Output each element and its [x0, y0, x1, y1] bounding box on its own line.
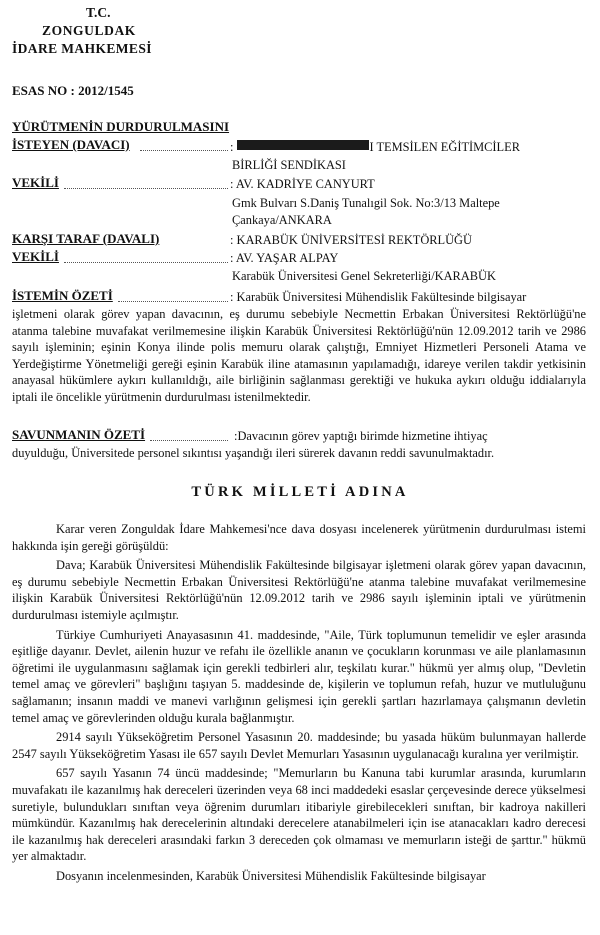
tc-heading: T.C.	[86, 5, 111, 20]
savunma-first-line: :Davacının görev yaptığı birimde hizmetine ihtiyaç	[234, 429, 488, 443]
city-heading: ZONGULDAK	[42, 23, 136, 38]
vekili-address-line1: Gmk Bulvarı S.Daniş Tunalıgil Sok. No:3/13 Maltepe	[232, 196, 500, 210]
istemin-label: İSTEMİN ÖZETİ	[12, 288, 113, 303]
defendant-name: : KARABÜK ÜNİVERSİTESİ REKTÖRLÜĞÜ	[230, 233, 472, 247]
savunma-body: duyulduğu, Üniversitede personel sıkıntısı yaşandığı ileri sürerek davanın reddi savunulmaktadır.	[12, 446, 495, 460]
case-number: ESAS NO : 2012/1545	[12, 83, 134, 98]
vekili2-name: : AV. YAŞAR ALPAY	[230, 251, 339, 265]
istemin-body: işletmeni olarak görev yapan davacının, eş durumu sebebiyle Necmettin Erbakan Üniversitesi Rektörlüğü'ne atanma talebine muvafakat verilmemesine ilişkin Karabük Üniversitesi Rektörlüğü'nün 12.09.2012 tarih ve 2986 sayılı işleminin; eşinin Konya ilinde polis memuru olarak çalıştığı, Emniyet Hizmetleri Personeli Atama ve Yerdeğiştirme Yönetmeliği gereği eşinin Karabük iline atamasının yapılamadığı, idareye verilen takdir yetkisinin anayasal hükümlere aykırı kullanıldığı, aile birliğinin sağlanması gerektiği ve hukuka aykırı olduğu iddialarıyla iptali ile öncelikle yürütmenin durdurulması istenilmektedir.	[12, 307, 586, 404]
court-heading: İDARE MAHKEMESİ	[12, 41, 152, 56]
vekili2-label: VEKİLİ	[12, 249, 59, 264]
savunma-label: SAVUNMANIN ÖZETİ	[12, 427, 146, 442]
vekili-name: : AV. KADRİYE CANYURT	[230, 177, 375, 191]
vekili-address-line2: Çankaya/ANKARA	[232, 213, 332, 227]
leader-dots	[64, 262, 228, 263]
paragraph-dava: Dava; Karabük Üniversitesi Mühendislik Fakültesinde bilgisayar işletmeni olarak görev yapan davacının, eş durumu sebebiyle Necmettin Erbakan Üniversitesi Rektörlüğü'ne atanma talebine muvafakat verilmemesine ilişkin Karabük Üniversitesi Rektörlüğü'nün 12.09.2012 tarih ve 2986 sayılı işleminin iptali ve yürütmenin durdurulması istemiyle açılmıştır.	[12, 558, 586, 622]
vekili-label: VEKİLİ	[12, 175, 59, 190]
leader-dots	[64, 188, 228, 189]
paragraph-657: 657 sayılı Yasanın 74 üncü maddesinde; "Memurların bu Kanuna tabi kurumlar arasında, kurumların muvafakatı ile kazanılmış hak dereceleri üzerinden veya 68 inci maddedeki esaslar çerçevesinde derece yükselmesi suretiyle, bulundukları sınıftan veya öğrenim durumları itibariyle girebilecekleri sınıftan, bir kadroya nakilleri mümkündür. Kazanılmış hak derecelerinin altındaki derecelere atanabilmeleri için ise atanacakları kadro derecesi ile kazanılmış hak dereceleri arasındaki farkın 3 dereceden çok olmaması ve memurların isteği de şarttır." hükmü yer almaktadır.	[12, 766, 586, 864]
decision-title: TÜRK MİLLETİ ADINA	[191, 484, 409, 500]
decision-body	[12, 521, 586, 884]
istemin-first-line: : Karabük Üniversitesi Mühendislik Fakültesinde bilgisayar	[230, 290, 527, 304]
redaction-bar	[237, 140, 369, 150]
vekili2-address: Karabük Üniversitesi Genel Sekreterliği/KARABÜK	[232, 269, 496, 283]
leader-dots	[150, 440, 228, 441]
paragraph-anayasa: Türkiye Cumhuriyeti Anayasasının 41. maddesinde, "Aile, Türk toplumunun temelidir ve eşler arasında eşitliğe dayanır. Devlet, ailenin huzur ve refahı ile özellikle ananın ve çocukların korunması ve aile planlamasının öğretimi ile uygulanmasını sağlamak için gerekli tedbirleri alır, teşkilatı kurar." hükmü yer almış olup, "Devletin temel amaç ve görevleri" başlığını taşıyan 5. maddesinde de, kişilerin ve toplumun refah, huzur ve mutluluğunu sağlamanın; insanın maddi ve manevi varlığının gelişmesi için gerekli şartları hazırlamaya çalışmanın devletin temel amaç ve görevlerinden olduğu kurala bağlanmıştır.	[12, 627, 586, 725]
defendant-label: KARŞI TARAF (DAVALI)	[12, 231, 160, 246]
leader-dots	[118, 301, 228, 302]
plaintiff-tail: I TEMSİLEN EĞİTİMCİLER	[369, 140, 520, 154]
plaintiff-name: : I TEMSİLEN EĞİTİMCİLER	[230, 140, 520, 154]
plaintiff-name-line2: BİRLİĞİ SENDİKASI	[232, 158, 346, 172]
request-label-line2: İSTEYEN (DAVACI)	[12, 137, 130, 152]
paragraph-dosya: Dosyanın incelenmesinden, Karabük Üniversitesi Mühendislik Fakültesinde bilgisayar	[56, 868, 486, 883]
request-label-line1: YÜRÜTMENİN DURDURULMASINI	[12, 119, 230, 134]
paragraph-intro: Karar veren Zonguldak İdare Mahkemesi'nce dava dosyası incelenerek yürütmenin durdurulması istemi hakkında işin gereği görüşüldü:	[12, 522, 586, 553]
paragraph-2914: 2914 sayılı Yükseköğretim Personel Yasasının 20. maddesinde; bu yasada hüküm bulunmayan hallerde 2547 sayılı Yükseköğretim Yasası ile 657 sayılı Devlet Memurları Yasasının uygulanacağı kuralına yer verilmiştir.	[12, 730, 586, 761]
leader-dots	[140, 150, 228, 151]
